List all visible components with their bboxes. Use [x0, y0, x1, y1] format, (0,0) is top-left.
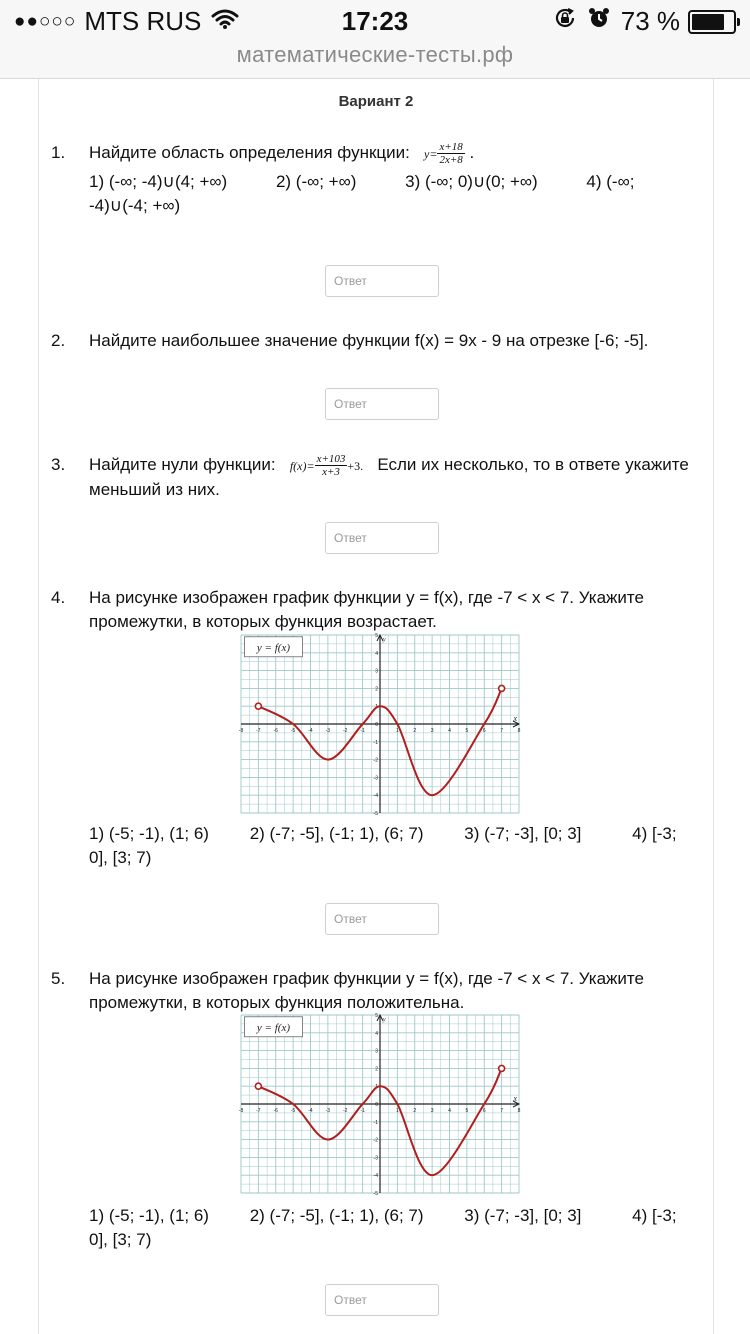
y-tick-label: -4: [373, 1173, 378, 1180]
option-4: 4) (-∞; -4)∪(-4; +∞): [89, 172, 635, 216]
question-number: 3.: [51, 455, 66, 474]
y-tick-label: 3: [375, 668, 378, 675]
option-2: 2) (-7; -5], (-1; 1), (6; 7): [249, 1206, 424, 1225]
option-3: 3) (-7; -3], [0; 3]: [464, 824, 582, 843]
question-number: 1.: [51, 143, 66, 162]
question-4: [51, 586, 691, 634]
formula-lhs: f(x)=: [289, 459, 315, 473]
answer-input-4[interactable]: [325, 903, 439, 935]
x-tick-label: 3: [430, 1108, 434, 1114]
x-tick-label: -1: [360, 1108, 365, 1114]
x-tick-label: -7: [256, 1108, 261, 1114]
x-tick-label: 7: [500, 728, 504, 734]
clock: 17:23: [341, 6, 409, 36]
x-tick-label: 2: [413, 728, 417, 734]
status-right: [553, 6, 736, 37]
graph-title: y = f(x): [256, 1021, 291, 1034]
y-tick-label: -5: [373, 1191, 378, 1197]
question-text: [89, 141, 691, 166]
y-tick-label: 1: [375, 704, 378, 711]
page-content: [38, 79, 714, 1334]
graph-svg: [238, 633, 523, 817]
x-axis-label: x: [513, 714, 517, 723]
x-tick-label: 8: [517, 1108, 521, 1114]
answer-input-5[interactable]: [325, 1284, 439, 1316]
formula-tail: +3.: [347, 459, 364, 473]
open-endpoint: [499, 685, 505, 691]
answer-input-2[interactable]: [325, 388, 439, 420]
question-4-options: [51, 822, 691, 870]
question-2: [51, 329, 691, 353]
x-tick-label: -2: [343, 728, 348, 734]
x-tick-label: 1: [395, 1108, 399, 1114]
x-axis-label: x: [513, 1094, 517, 1103]
variant-title: Вариант 2: [338, 93, 414, 110]
open-endpoint: [255, 1083, 261, 1089]
question-5: [51, 967, 691, 1015]
x-tick-label: -4: [308, 728, 313, 734]
question-text: На рисунке изображен график функции y = f(x), где -7 < x < 7. Укажите промежутки, в которых функция возрастает.: [89, 588, 644, 631]
option-1: 1) (-5; -1), (1; 6): [89, 1206, 209, 1225]
x-tick-label: -7: [256, 728, 261, 734]
question-number: 5.: [51, 969, 66, 988]
question-3: [51, 453, 691, 502]
fraction-denominator: x+3: [322, 466, 340, 479]
y-tick-label: -2: [373, 1137, 378, 1144]
x-tick-label: -5: [290, 728, 296, 734]
x-tick-label: -8: [238, 728, 244, 734]
y-tick-label: -1: [373, 1119, 378, 1126]
x-tick-label: 5: [465, 728, 469, 734]
option-4: 4) [-3; 0], [3; 7): [89, 1206, 677, 1249]
question-prompt: Найдите область определения функции:: [89, 143, 410, 162]
x-tick-label: -1: [360, 728, 365, 734]
y-tick-label: 2: [375, 686, 378, 693]
answer-options: [89, 170, 691, 218]
y-tick-label: 0: [375, 1102, 378, 1108]
answer-options: [89, 822, 691, 870]
formula-lhs: y=: [424, 147, 438, 161]
y-tick-label: 4: [375, 650, 378, 657]
graph-title: y = f(x): [256, 641, 291, 654]
x-tick-label: -3: [325, 1108, 331, 1114]
x-tick-label: 2: [413, 1108, 417, 1114]
option-3: 3) (-∞; 0)∪(0; +∞): [405, 172, 538, 192]
x-tick-label: -2: [343, 1108, 348, 1114]
x-tick-label: -5: [290, 1108, 296, 1114]
option-1: 1) (-∞; -4)∪(4; +∞): [89, 172, 228, 192]
y-tick-label: 0: [375, 722, 378, 728]
y-tick-label: 1: [375, 1084, 378, 1091]
open-endpoint: [499, 1065, 505, 1071]
url-text[interactable]: математические-тесты.рф: [236, 42, 514, 67]
answer-input-1[interactable]: [325, 265, 439, 297]
y-tick-label: 4: [375, 1030, 378, 1037]
x-tick-label: 8: [517, 728, 521, 734]
y-tick-label: 2: [375, 1066, 378, 1073]
question-prompt: Найдите нули функции:: [89, 455, 276, 474]
battery-icon: [688, 10, 736, 34]
question-text: [89, 453, 691, 502]
y-tick-label: -2: [373, 757, 378, 764]
y-tick-label: -4: [373, 793, 378, 800]
x-tick-label: 6: [482, 728, 486, 734]
y-axis-label: y: [383, 637, 386, 643]
carrier-name: MTS RUS: [84, 6, 202, 36]
function-graph-1: [238, 633, 523, 817]
question-1: [51, 141, 691, 218]
question-number: 4.: [51, 588, 66, 607]
open-endpoint: [255, 703, 261, 709]
rotation-lock-icon: [553, 6, 587, 37]
formula-fraction: [315, 453, 348, 478]
x-tick-label: 3: [430, 728, 434, 734]
y-tick-label: 5: [375, 1013, 378, 1019]
x-tick-label: -4: [308, 1108, 313, 1114]
x-tick-label: 4: [448, 728, 451, 734]
y-tick-label: 3: [375, 1048, 378, 1055]
question-5-options: [51, 1204, 691, 1252]
option-4: 4) [-3; 0], [3; 7): [89, 824, 677, 867]
question-text: На рисунке изображен график функции y = f(x), где -7 < x < 7. Укажите промежутки, в которых функция положительна.: [89, 969, 644, 1012]
formula-tail: .: [469, 143, 475, 162]
alarm-icon: [587, 6, 621, 37]
x-tick-label: 6: [482, 1108, 486, 1114]
y-tick-label: -5: [373, 811, 378, 817]
x-tick-label: -8: [238, 1108, 244, 1114]
graph-svg: [238, 1013, 523, 1197]
address-bar[interactable]: [0, 40, 750, 79]
status-bar: [0, 0, 750, 40]
answer-input-3[interactable]: [325, 522, 439, 554]
x-tick-label: 1: [395, 728, 399, 734]
option-2: 2) (-7; -5], (-1; 1), (6; 7): [249, 824, 424, 843]
option-1: 1) (-5; -1), (1; 6): [89, 824, 209, 843]
question-text: Найдите наибольшее значение функции f(x) = 9x - 9 на отрезке [-6; -5].: [89, 331, 649, 350]
function-graph-2: [238, 1013, 523, 1197]
battery-percent: 73 %: [620, 6, 680, 36]
y-tick-label: -3: [373, 1155, 378, 1162]
fraction-numerator: x+18: [439, 141, 463, 154]
signal-strength-icon: ●●○○○: [14, 10, 77, 32]
x-tick-label: 7: [500, 1108, 504, 1114]
option-3: 3) (-7; -3], [0; 3]: [464, 1206, 582, 1225]
fraction-numerator: x+103: [316, 453, 346, 466]
x-tick-label: 4: [448, 1108, 451, 1114]
formula-fraction: [437, 141, 464, 166]
question-prompt-continued: Если их несколько, то в ответе укажите меньший из них.: [89, 455, 689, 500]
x-tick-label: 5: [465, 1108, 469, 1114]
x-tick-label: -6: [273, 728, 278, 734]
x-tick-label: -6: [273, 1108, 278, 1114]
question-number: 2.: [51, 331, 66, 350]
x-tick-label: -3: [325, 728, 331, 734]
y-tick-label: 5: [375, 633, 378, 639]
y-tick-label: -1: [373, 739, 378, 746]
answer-options: [89, 1204, 691, 1252]
fraction-denominator: 2x+8: [439, 154, 463, 167]
option-2: 2) (-∞; +∞): [275, 172, 357, 192]
y-axis-label: y: [383, 1017, 386, 1023]
y-tick-label: -3: [373, 775, 378, 782]
